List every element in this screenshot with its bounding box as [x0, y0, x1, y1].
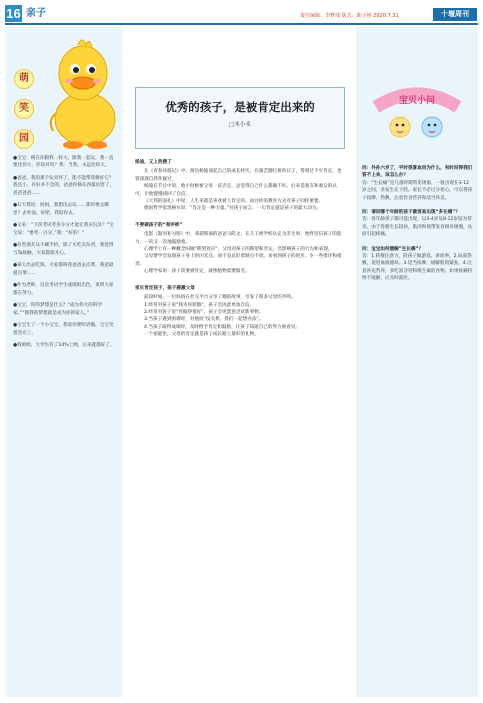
- article-paragraph: 1.经常对孩子说“我为你骄傲”，孩子会因此更加自信。: [144, 302, 255, 308]
- right-column: [356, 27, 478, 697]
- article-subhead: 不要做孩子的“差评师”: [135, 222, 183, 228]
- vertical-title-char: 园: [14, 129, 34, 149]
- joke-item: ●我姐姐，大学生有了14%上网，后来就都好了。: [13, 343, 115, 349]
- joke-item: ●作为老师，这次考试学生成绩很出色，说明大家都在努力。: [13, 283, 114, 296]
- qa-title-text: 宝贝小问: [398, 96, 436, 106]
- joke-item: ●宝宝：现在你跟我一样大，跟我一起玩。我一直要比你大，你说对吗？我：当然，永远比你大。: [13, 156, 114, 169]
- qa-answer: 答：1.转移注意力，陪孩子做游戏、讲故事。2.局部热敷，促进血液循环。3.适当按摩，缓解肌肉紧张。4.注意补充营养，多吃富含钙和维生素的食物。如果疼痛持续不缓解，应及时就医。: [362, 254, 473, 282]
- joke-item: ●有些朋友从不刷手机，除了买吃卖东西，我觉得与Ta接触，大家都很开心。: [13, 243, 114, 256]
- article-paragraph: 4.当孩子取得成绩时，及时给予肯定和鼓励，让孩子知道自己的努力被看见。: [144, 324, 300, 330]
- article-subhead: 杨迪，又上热搜了: [135, 160, 172, 165]
- article-paragraph: 前段时间，一位妈妈在社交平台分享了她的故事，引发了很多父母的共鸣。: [144, 295, 296, 301]
- article-paragraph: 3.当孩子遇到困难时，对他说“没关系，我们一起想办法”。: [144, 317, 264, 323]
- qa-question: 问：宝宝如何缓解“生长痛”？: [362, 246, 424, 252]
- qa-question: 问：外孙六岁了，平时很喜欢问为什么，有时问得我们答不上来，该怎么办？: [362, 166, 473, 179]
- qa-answer: 答：“生长痛”是儿童时期常见现象，一般出现在3-12岁之间，多发生在下肢。家长不必过分担心，可以帮孩子按摩、热敷，注意饮食营养和适当休息。: [362, 180, 473, 201]
- article-paragraph: 在《青春环游记》中，演员杨迪谈起自己的成长经历，在演艺圈打拼的日子，得到过不少肯定，也曾深深自我怀疑过。: [135, 169, 342, 182]
- section-title: 亲子: [26, 8, 46, 19]
- joke-item: ●又来：“下次考试考多少分才能让我买玩具？”宝宝说：“要考一百分。”我：“好的！”: [13, 223, 114, 236]
- article-paragraph: 心理学家说：孩子需要被肯定，就像植物需要阳光。: [144, 269, 250, 275]
- article-paragraph: 2.经常对孩子说“你做得很好”，孩子会更愿意尝试新事物。: [144, 309, 264, 315]
- editor-meta: 责任编辑：李梦琦 版式：陈小艳 2020.7.31: [300, 13, 399, 19]
- joke-item: ●有天我说：妈妈，我想出去玩……那你要去哪里？去外面。好吧，我陪你去。: [13, 203, 109, 216]
- qa-answer: 答：各年龄孩子都可能出现，以3-4岁及8-12岁较为常见。由于骨骼生长较快，肌肉和韧带发育相对缓慢，从而引起疼痛。: [362, 217, 473, 238]
- article-headline: 优秀的孩子，是被肯定出来的: [165, 100, 315, 114]
- main-article: [129, 27, 351, 697]
- header-rule: [5, 23, 478, 25]
- page-number: 16: [6, 6, 21, 21]
- vertical-title-char: 笑: [14, 99, 34, 119]
- article-paragraph: 杨迪在节目中说，他小时候被父母一直否定，总觉得自己什么都做不好。后来是朋友和观众的认可，让他慢慢找回了自信。: [135, 184, 337, 197]
- article-subhead: 家长肯定孩子，孩子感激父母: [135, 285, 195, 291]
- article-body: [135, 156, 343, 339]
- qa-question: 问：请问哪个年龄的孩子最容易出现“多长痛”？: [362, 210, 460, 216]
- vertical-title: [14, 69, 34, 159]
- left-column: [5, 27, 123, 697]
- headline-box: [135, 87, 345, 149]
- joke-item: ●宝宝，你的梦想是什么？“成为伟大的科学家。”“那我的梦想就是成为你的家人。”: [13, 303, 103, 316]
- jokes-list: [13, 155, 117, 355]
- article-paragraph: 德国哲学家黑格尔说：“肯定是一种力量。”对孩子而言，一句肯定就是孩子的最大动力。: [144, 206, 322, 212]
- qa-list: [362, 165, 473, 283]
- vertical-title-char: 萌: [14, 69, 34, 89]
- article-paragraph: 电影《银河补习班》中，邓超饰演的爸爸马皓文，在儿子被学校认定为差生时，始终坚信孩子的能力，一次又一次地鼓励他。: [135, 232, 342, 245]
- masthead: 十堰周刊: [433, 8, 477, 21]
- article-byline: □木小禾: [229, 122, 251, 128]
- ribbon-title-badge: [370, 77, 464, 143]
- article-paragraph: 心理学上有一种概念叫做“期望效应”，父母对孩子的期望和肯定，会影响孩子的行为和表现。: [144, 247, 333, 253]
- joke-item: ●某天出去吃饭，大家都叫我爸爸去点菜，我爸最爱点菜……: [13, 263, 114, 276]
- duck-illustration: [45, 33, 120, 151]
- article-paragraph: 《大伟的面孔》中说：人生来就是喜欢被人肯定的，而这样的教育方式对孩子同样重要。: [144, 199, 324, 205]
- joke-item: ●宝宝生了一个小宝宝，我说你要听话哦，宝宝笑着答应了。: [13, 323, 114, 336]
- article-paragraph: 父母要学会发现孩子身上的闪光点，而不是总盯着缺点不放。多看到孩子的进步，少一些批评和指责。: [135, 254, 342, 267]
- article-paragraph: 一个家庭里，父母的肯定就是孩子成长路上最好的礼物。: [144, 332, 259, 338]
- joke-item: ●爸爸，我的那个玩具坏了，能不能帮我修好它？我还小，有好多不会的，爸爸你修东西最厉害了，爸爸爸爸……: [13, 176, 115, 196]
